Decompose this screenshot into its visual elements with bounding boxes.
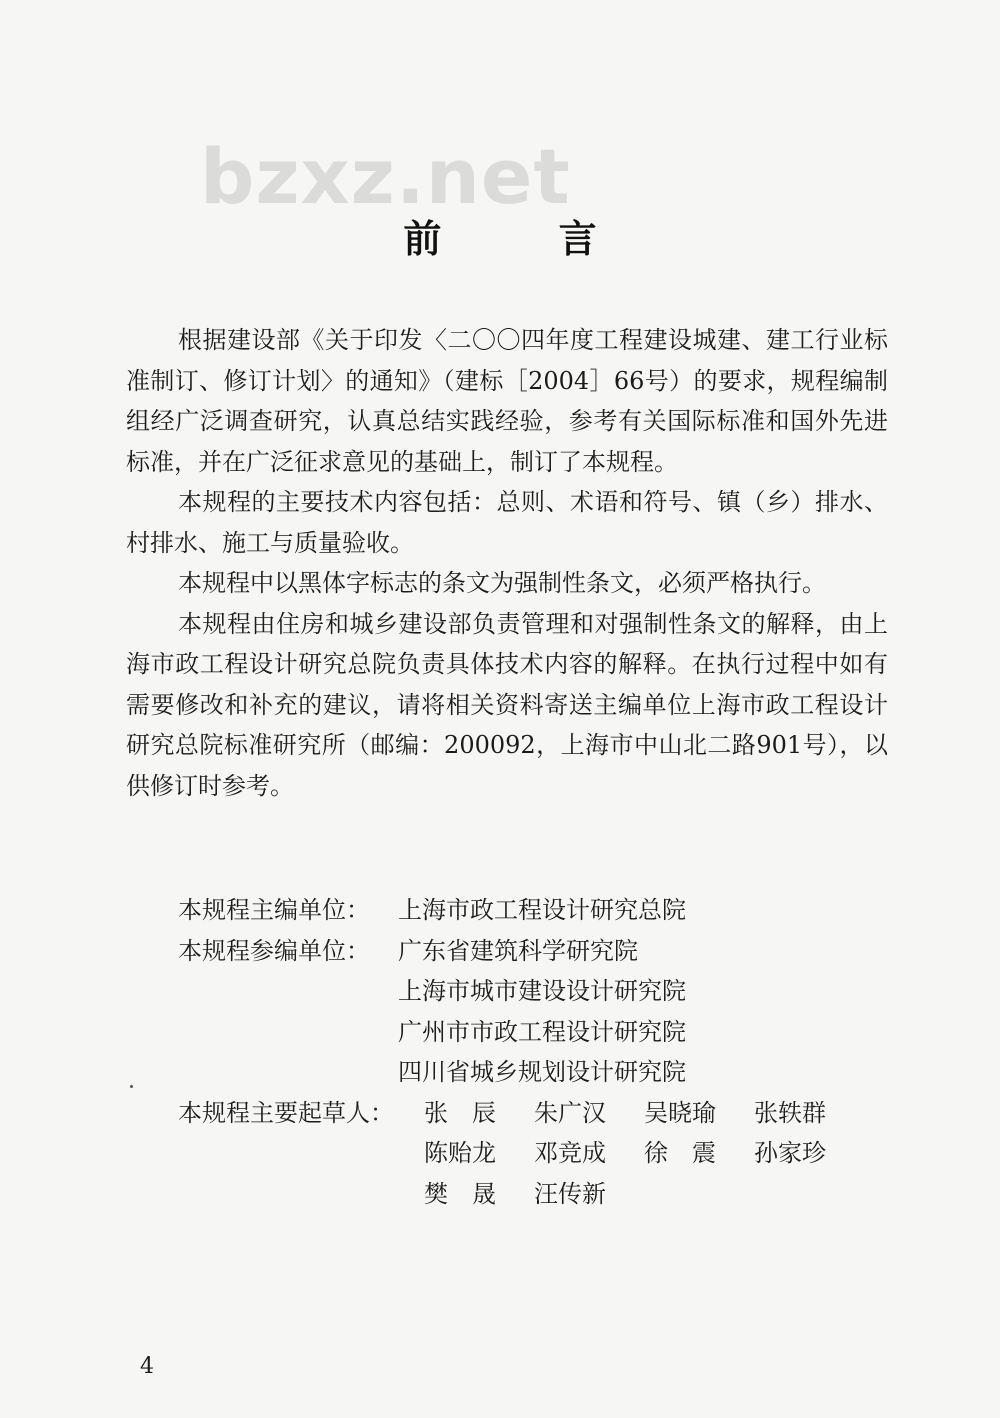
paragraph-3: 本规程中以黑体字标志的条文为强制性条文，必须严格执行。 — [178, 569, 826, 597]
drafter-name: 朱广汉 — [534, 1098, 606, 1127]
scan-speck — [130, 1085, 133, 1088]
preface-body — [126, 320, 888, 806]
drafter-name: 陈贻龙 — [424, 1139, 496, 1167]
drafters-row — [178, 1093, 864, 1134]
participant-unit-name: 四川省城乡规划设计研究院 — [398, 1058, 686, 1086]
drafter-name: 樊 晟 — [424, 1179, 496, 1208]
drafter-name: 吴晓瑜 — [644, 1098, 716, 1127]
drafter-name: 邓竞成 — [534, 1139, 606, 1167]
drafters-names — [178, 1174, 864, 1215]
paragraph-2: 本规程的主要技术内容包括：总则、术语和符号、镇（乡）排水、村排水、施工与质量验收。 — [126, 488, 888, 557]
paragraph-4: 本规程由住房和城乡建设部负责管理和对强制性条文的解释，由上海市政工程设计研究总院负责具体技术内容的解释。在执行过程中如有需要修改和补充的建议，请将相关资料寄送主编单位上海市政工程设计研究总院标准研究所（邮编：200092，上海市中山北二路901号），以供修订时参考。 — [126, 609, 888, 800]
drafter-name: 徐 震 — [644, 1139, 716, 1167]
participant-unit-name: 广州市市政工程设计研究院 — [398, 1017, 686, 1046]
paragraph-1: 根据建设部《关于印发〈二〇〇四年度工程建设城建、建工行业标准制订、修订计划〉的通知》（建标［2004］66号）的要求，规程编制组经广泛调查研究，认真总结实践经验，参考有关国际标准和国外先进标准，并在广泛征求意见的基础上，制订了本规程。 — [126, 326, 888, 476]
chief-unit-row — [178, 890, 864, 931]
drafter-name: 张 辰 — [424, 1098, 496, 1127]
drafters-names — [178, 1133, 864, 1174]
chief-unit-label: 本规程主编单位： — [178, 896, 370, 924]
drafter-name: 张轶群 — [754, 1098, 826, 1127]
watermark: bzxz.net — [200, 132, 571, 221]
participant-unit-name: 上海市城市建设设计研究院 — [398, 977, 686, 1005]
drafter-name: 汪传新 — [534, 1179, 606, 1208]
chief-unit-name: 上海市政工程设计研究总院 — [398, 896, 686, 924]
drafter-name: 孙家珍 — [754, 1139, 826, 1167]
credits-block — [178, 890, 864, 1214]
drafters-names — [424, 1093, 864, 1134]
participant-unit-row — [178, 931, 864, 972]
page-title: 前 言 — [403, 217, 649, 261]
participant-unit-label: 本规程参编单位： — [178, 936, 370, 965]
participant-unit-name: 广东省建筑科学研究院 — [398, 936, 638, 965]
drafters-label: 本规程主要起草人： — [178, 1098, 394, 1127]
page-number: 4 — [140, 1354, 154, 1379]
